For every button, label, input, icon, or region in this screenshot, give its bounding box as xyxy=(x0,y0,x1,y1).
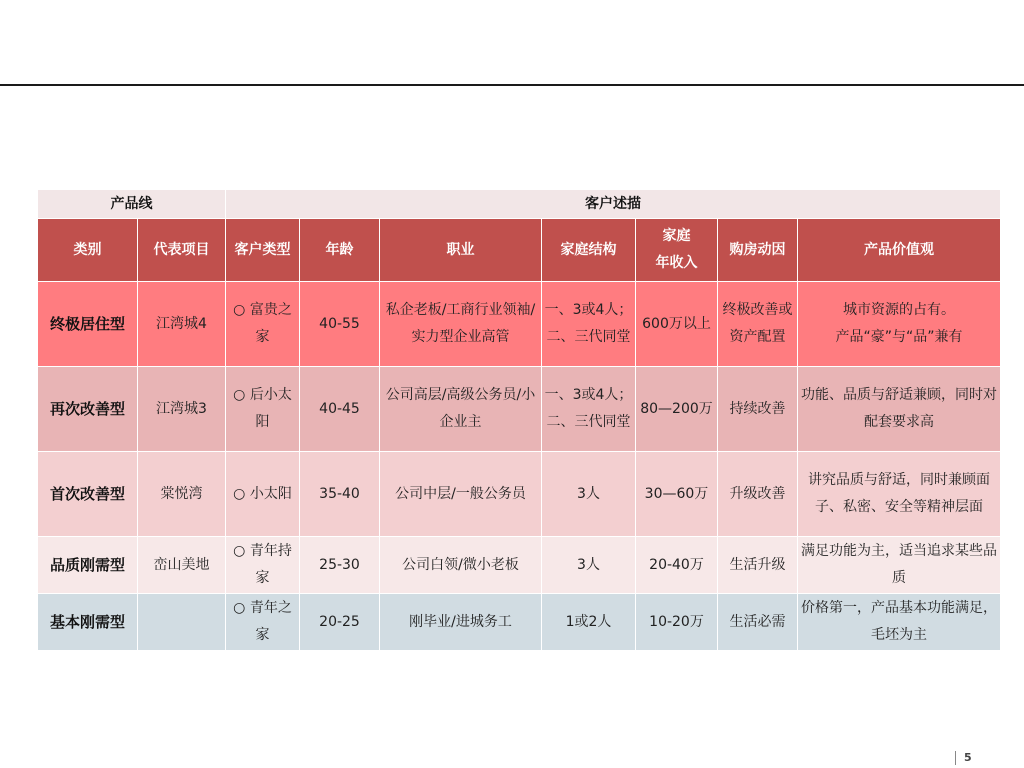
cell-motive: 升级改善 xyxy=(718,452,798,537)
cell-category: 首次改善型 xyxy=(38,452,138,537)
cell-income: 80—200万 xyxy=(636,367,718,452)
cell-age: 20-25 xyxy=(300,594,380,651)
col-category: 类别 xyxy=(38,219,138,282)
col-family: 家庭结构 xyxy=(542,219,636,282)
cell-income: 20-40万 xyxy=(636,537,718,594)
cell-motive: 生活必需 xyxy=(718,594,798,651)
col-motive: 购房动因 xyxy=(718,219,798,282)
cell-category: 基本刚需型 xyxy=(38,594,138,651)
cell-customer-type: ○ 青年持家 xyxy=(226,537,300,594)
cell-occupation: 公司高层/高级公务员/小企业主 xyxy=(380,367,542,452)
group-header-row xyxy=(38,190,1001,219)
cell-age: 35-40 xyxy=(300,452,380,537)
col-project: 代表项目 xyxy=(138,219,226,282)
top-divider xyxy=(0,84,1024,86)
cell-occupation: 公司中层/一般公务员 xyxy=(380,452,542,537)
cell-motive: 生活升级 xyxy=(718,537,798,594)
cell-occupation: 公司白领/微小老板 xyxy=(380,537,542,594)
table-row xyxy=(38,282,1001,367)
cell-family: 一、3或4人；二、三代同堂 xyxy=(542,282,636,367)
product-line-header: 产品线 xyxy=(38,190,226,219)
value-line: 城市资源的占有。 xyxy=(843,302,956,318)
table-body xyxy=(38,282,1001,651)
cell-motive: 持续改善 xyxy=(718,367,798,452)
cell-project: 江湾城4 xyxy=(138,282,226,367)
cell-category: 再次改善型 xyxy=(38,367,138,452)
page-number xyxy=(955,751,972,765)
table-row xyxy=(38,367,1001,452)
col-values: 产品价值观 xyxy=(798,219,1001,282)
table-row xyxy=(38,452,1001,537)
cell-category: 品质刚需型 xyxy=(38,537,138,594)
value-line: 满足功能为主，适当追求某些品质 xyxy=(801,543,998,586)
cell-occupation: 刚毕业/进城务工 xyxy=(380,594,542,651)
column-header-row xyxy=(38,219,1001,282)
col-customer-type: 客户类型 xyxy=(226,219,300,282)
customer-product-table xyxy=(37,189,1001,651)
table-row xyxy=(38,537,1001,594)
cell-customer-type: ○ 后小太阳 xyxy=(226,367,300,452)
cell-family: 1或2人 xyxy=(542,594,636,651)
customer-desc-header: 客户述描 xyxy=(226,190,1001,219)
cell-family: 3人 xyxy=(542,537,636,594)
cell-age: 40-45 xyxy=(300,367,380,452)
cell-values xyxy=(798,537,1001,594)
cell-values xyxy=(798,367,1001,452)
cell-values xyxy=(798,452,1001,537)
cell-age: 25-30 xyxy=(300,537,380,594)
col-income xyxy=(636,219,718,282)
cell-project: 棠悦湾 xyxy=(138,452,226,537)
cell-project: 江湾城3 xyxy=(138,367,226,452)
col-occupation: 职业 xyxy=(380,219,542,282)
cell-project: 峦山美地 xyxy=(138,537,226,594)
cell-family: 一、3或4人；二、三代同堂 xyxy=(542,367,636,452)
page-number-divider xyxy=(955,751,956,765)
cell-motive: 终极改善或资产配置 xyxy=(718,282,798,367)
cell-income: 30—60万 xyxy=(636,452,718,537)
cell-income: 600万以上 xyxy=(636,282,718,367)
cell-project xyxy=(138,594,226,651)
value-line: 讲究品质与舒适，同时兼顾面子、私密、安全等精神层面 xyxy=(808,472,991,515)
col-income-line2: 年收入 xyxy=(655,255,698,271)
value-line: 价格第一，产品基本功能满足，毛坯为主 xyxy=(801,600,998,643)
cell-customer-type: ○ 青年之家 xyxy=(226,594,300,651)
table-row xyxy=(38,594,1001,651)
col-age: 年龄 xyxy=(300,219,380,282)
cell-customer-type: ○ 富贵之家 xyxy=(226,282,300,367)
cell-age: 40-55 xyxy=(300,282,380,367)
cell-family: 3人 xyxy=(542,452,636,537)
cell-occupation: 私企老板/工商行业领袖/实力型企业高管 xyxy=(380,282,542,367)
col-income-line1: 家庭 xyxy=(662,228,691,244)
value-line: 产品“豪”与“品”兼有 xyxy=(835,329,963,345)
page-number-text: 5 xyxy=(964,751,972,764)
cell-customer-type: ○ 小太阳 xyxy=(226,452,300,537)
cell-values xyxy=(798,594,1001,651)
cell-values xyxy=(798,282,1001,367)
cell-income: 10-20万 xyxy=(636,594,718,651)
value-line: 功能、品质与舒适兼顾，同时对配套要求高 xyxy=(801,387,998,430)
cell-category: 终极居住型 xyxy=(38,282,138,367)
